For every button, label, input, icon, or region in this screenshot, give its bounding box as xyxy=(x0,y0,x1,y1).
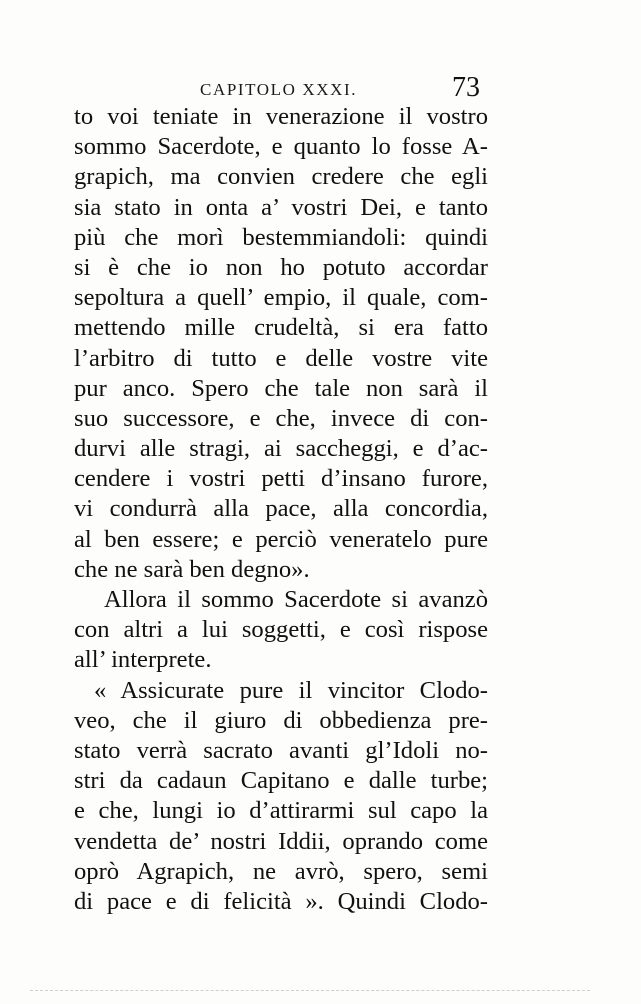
text-line: oprò Agrapich, ne avrò, spero, semi xyxy=(74,857,488,885)
text-line: vendetta de’ nostri Iddii, oprando come xyxy=(74,827,488,855)
text-line: mettendo mille crudeltà, si era fatto xyxy=(74,314,488,342)
page-header xyxy=(0,72,641,106)
page-number: 73 xyxy=(452,72,480,103)
text-line: sia stato in onta a’ vostri Dei, e tanto xyxy=(74,193,488,221)
text-line: l’arbitro di tutto e delle vostre vite xyxy=(74,344,488,372)
paragraph-end-line: all’ interprete. xyxy=(74,646,212,674)
text-line: to voi teniate in venerazione il vostro xyxy=(74,103,488,130)
page-edge-rule xyxy=(30,990,590,991)
text-line: veo, che il giuro di obbedienza pre- xyxy=(74,706,488,734)
text-line: con altri a lui soggetti, e così rispose xyxy=(74,616,488,644)
quote-start-line: « Assicurate pure il vincitor Clodo- xyxy=(94,676,488,704)
text-line: sommo Sacerdote, e quanto lo fosse A- xyxy=(74,133,488,161)
text-line: durvi alle stragi, ai saccheggi, e d’ac- xyxy=(74,435,488,463)
text-line: stri da cadaun Capitano e dalle turbe; xyxy=(74,767,488,795)
text-line: suo successore, e che, invece di con- xyxy=(74,404,488,432)
text-line: stato verrà sacrato avanti gl’Idoli no- xyxy=(74,736,488,764)
text-line: grapich, ma convien credere che egli xyxy=(74,163,488,191)
paragraph-end-line: che ne sarà ben degno». xyxy=(74,555,310,583)
paragraph-start-line: Allora il sommo Sacerdote si avanzò xyxy=(104,586,488,613)
text-line: e che, lungi io d’attirarmi sul capo la xyxy=(74,797,488,825)
text-line: vi condurrà alla pace, alla concordia, xyxy=(74,495,488,523)
text-line: sepoltura a quell’ empio, il quale, com- xyxy=(74,284,488,312)
text-line: si è che io non ho potuto accordar xyxy=(74,253,488,281)
text-line: pur anco. Spero che tale non sarà il xyxy=(74,374,488,402)
text-line: di pace e di felicità ». Quindi Clodo- xyxy=(74,887,488,915)
running-head: CAPITOLO XXXI. xyxy=(200,80,358,99)
text-line: cendere i vostri petti d’insano furore, xyxy=(74,465,488,493)
body-text xyxy=(74,102,488,917)
text-line: al ben essere; e perciò veneratelo pure xyxy=(74,525,488,553)
text-line: più che morì bestemmiandoli: quindi xyxy=(74,223,488,251)
